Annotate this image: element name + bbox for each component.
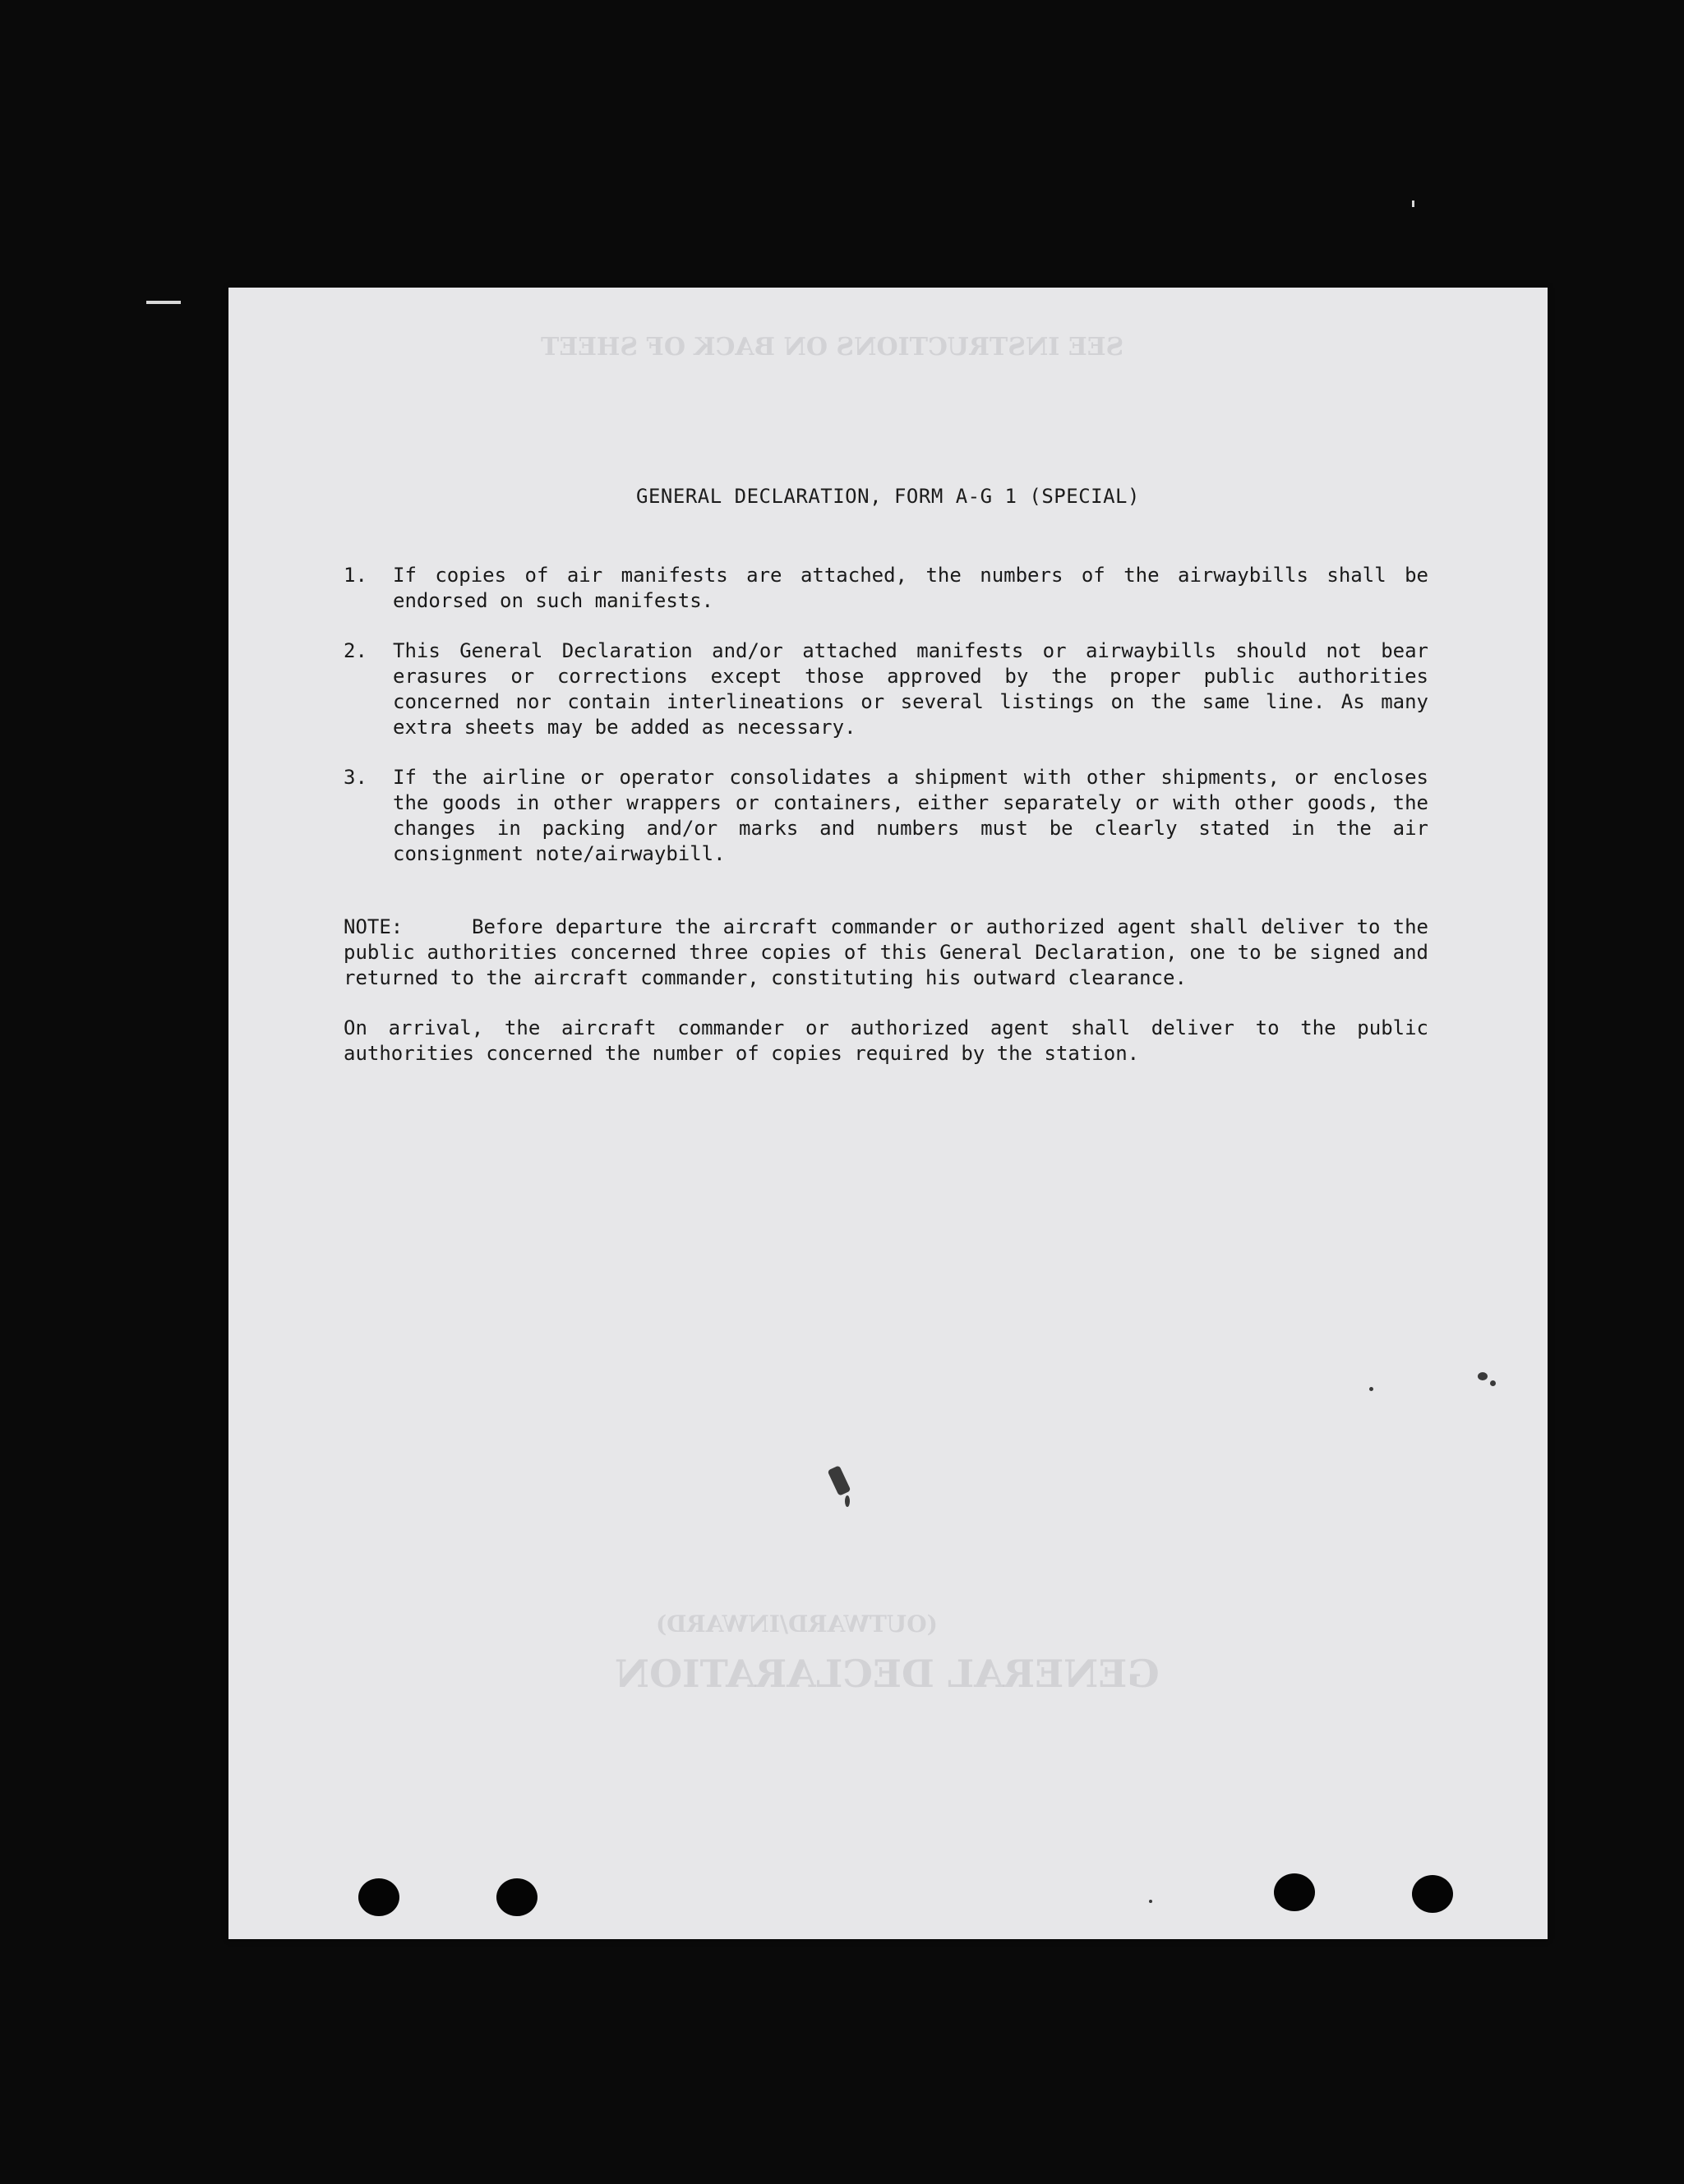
item-number: 1. (344, 564, 367, 587)
note-label: NOTE: (344, 915, 404, 938)
bleed-through-title: GENERAL DECLARATION (615, 1652, 1160, 1696)
speck (1369, 1387, 1373, 1391)
note-paragraph (344, 915, 1428, 991)
instructions-body (344, 563, 1428, 1067)
item-text: If the airline or operator consolidates a shipment with other shipments, or encloses the goods in other wrappers or containers, either separately or with other goods, the changes in packing and/or marks and numbers must be clearly stated in the air consignment note/airwaybill. (393, 766, 1428, 865)
document-page (228, 288, 1548, 1939)
speck (1490, 1380, 1496, 1386)
punch-hole-3 (1274, 1873, 1315, 1911)
scan-edge-mark (1412, 200, 1414, 207)
instruction-item-1 (344, 563, 1428, 614)
instruction-item-2 (344, 638, 1428, 740)
instruction-item-3 (344, 765, 1428, 867)
speck (1149, 1900, 1152, 1903)
speck (1478, 1372, 1488, 1380)
item-text: If copies of air manifests are attached, the numbers of the airwaybills shall be endorsed on such manifests. (393, 564, 1428, 612)
note-text: Before departure the aircraft commander or authorized agent shall deliver to the public authorities concerned three copies of this General Declaration, one to be signed and returned to the aircraft commander, constituting his outward clearance. (344, 915, 1428, 989)
page-title: GENERAL DECLARATION, FORM A-G 1 (SPECIAL) (636, 485, 1140, 508)
stamp-mark (845, 1495, 850, 1507)
item-number: 2. (344, 639, 367, 662)
bleed-through-heading: SEE INSTRUCTIONS ON BACK OF SHEET (541, 333, 1124, 362)
punch-hole-1 (358, 1878, 399, 1916)
scan-edge-mark (146, 301, 181, 304)
arrival-paragraph: On arrival, the aircraft commander or authorized agent shall deliver to the public authorities concerned the number of copies required by the station. (344, 1016, 1428, 1065)
item-number: 3. (344, 766, 367, 789)
punch-hole-4 (1412, 1875, 1453, 1913)
item-text: This General Declaration and/or attached manifests or airwaybills should not bear erasures or corrections except those approved by the proper public authorities concerned nor contain interlineations or several listings on the same line. As many extra sheets may be added as necessary. (393, 639, 1428, 739)
bleed-through-subtitle: (OUTWARD/INWARD) (656, 1610, 938, 1638)
stamp-mark (828, 1465, 851, 1496)
punch-hole-2 (496, 1878, 537, 1916)
